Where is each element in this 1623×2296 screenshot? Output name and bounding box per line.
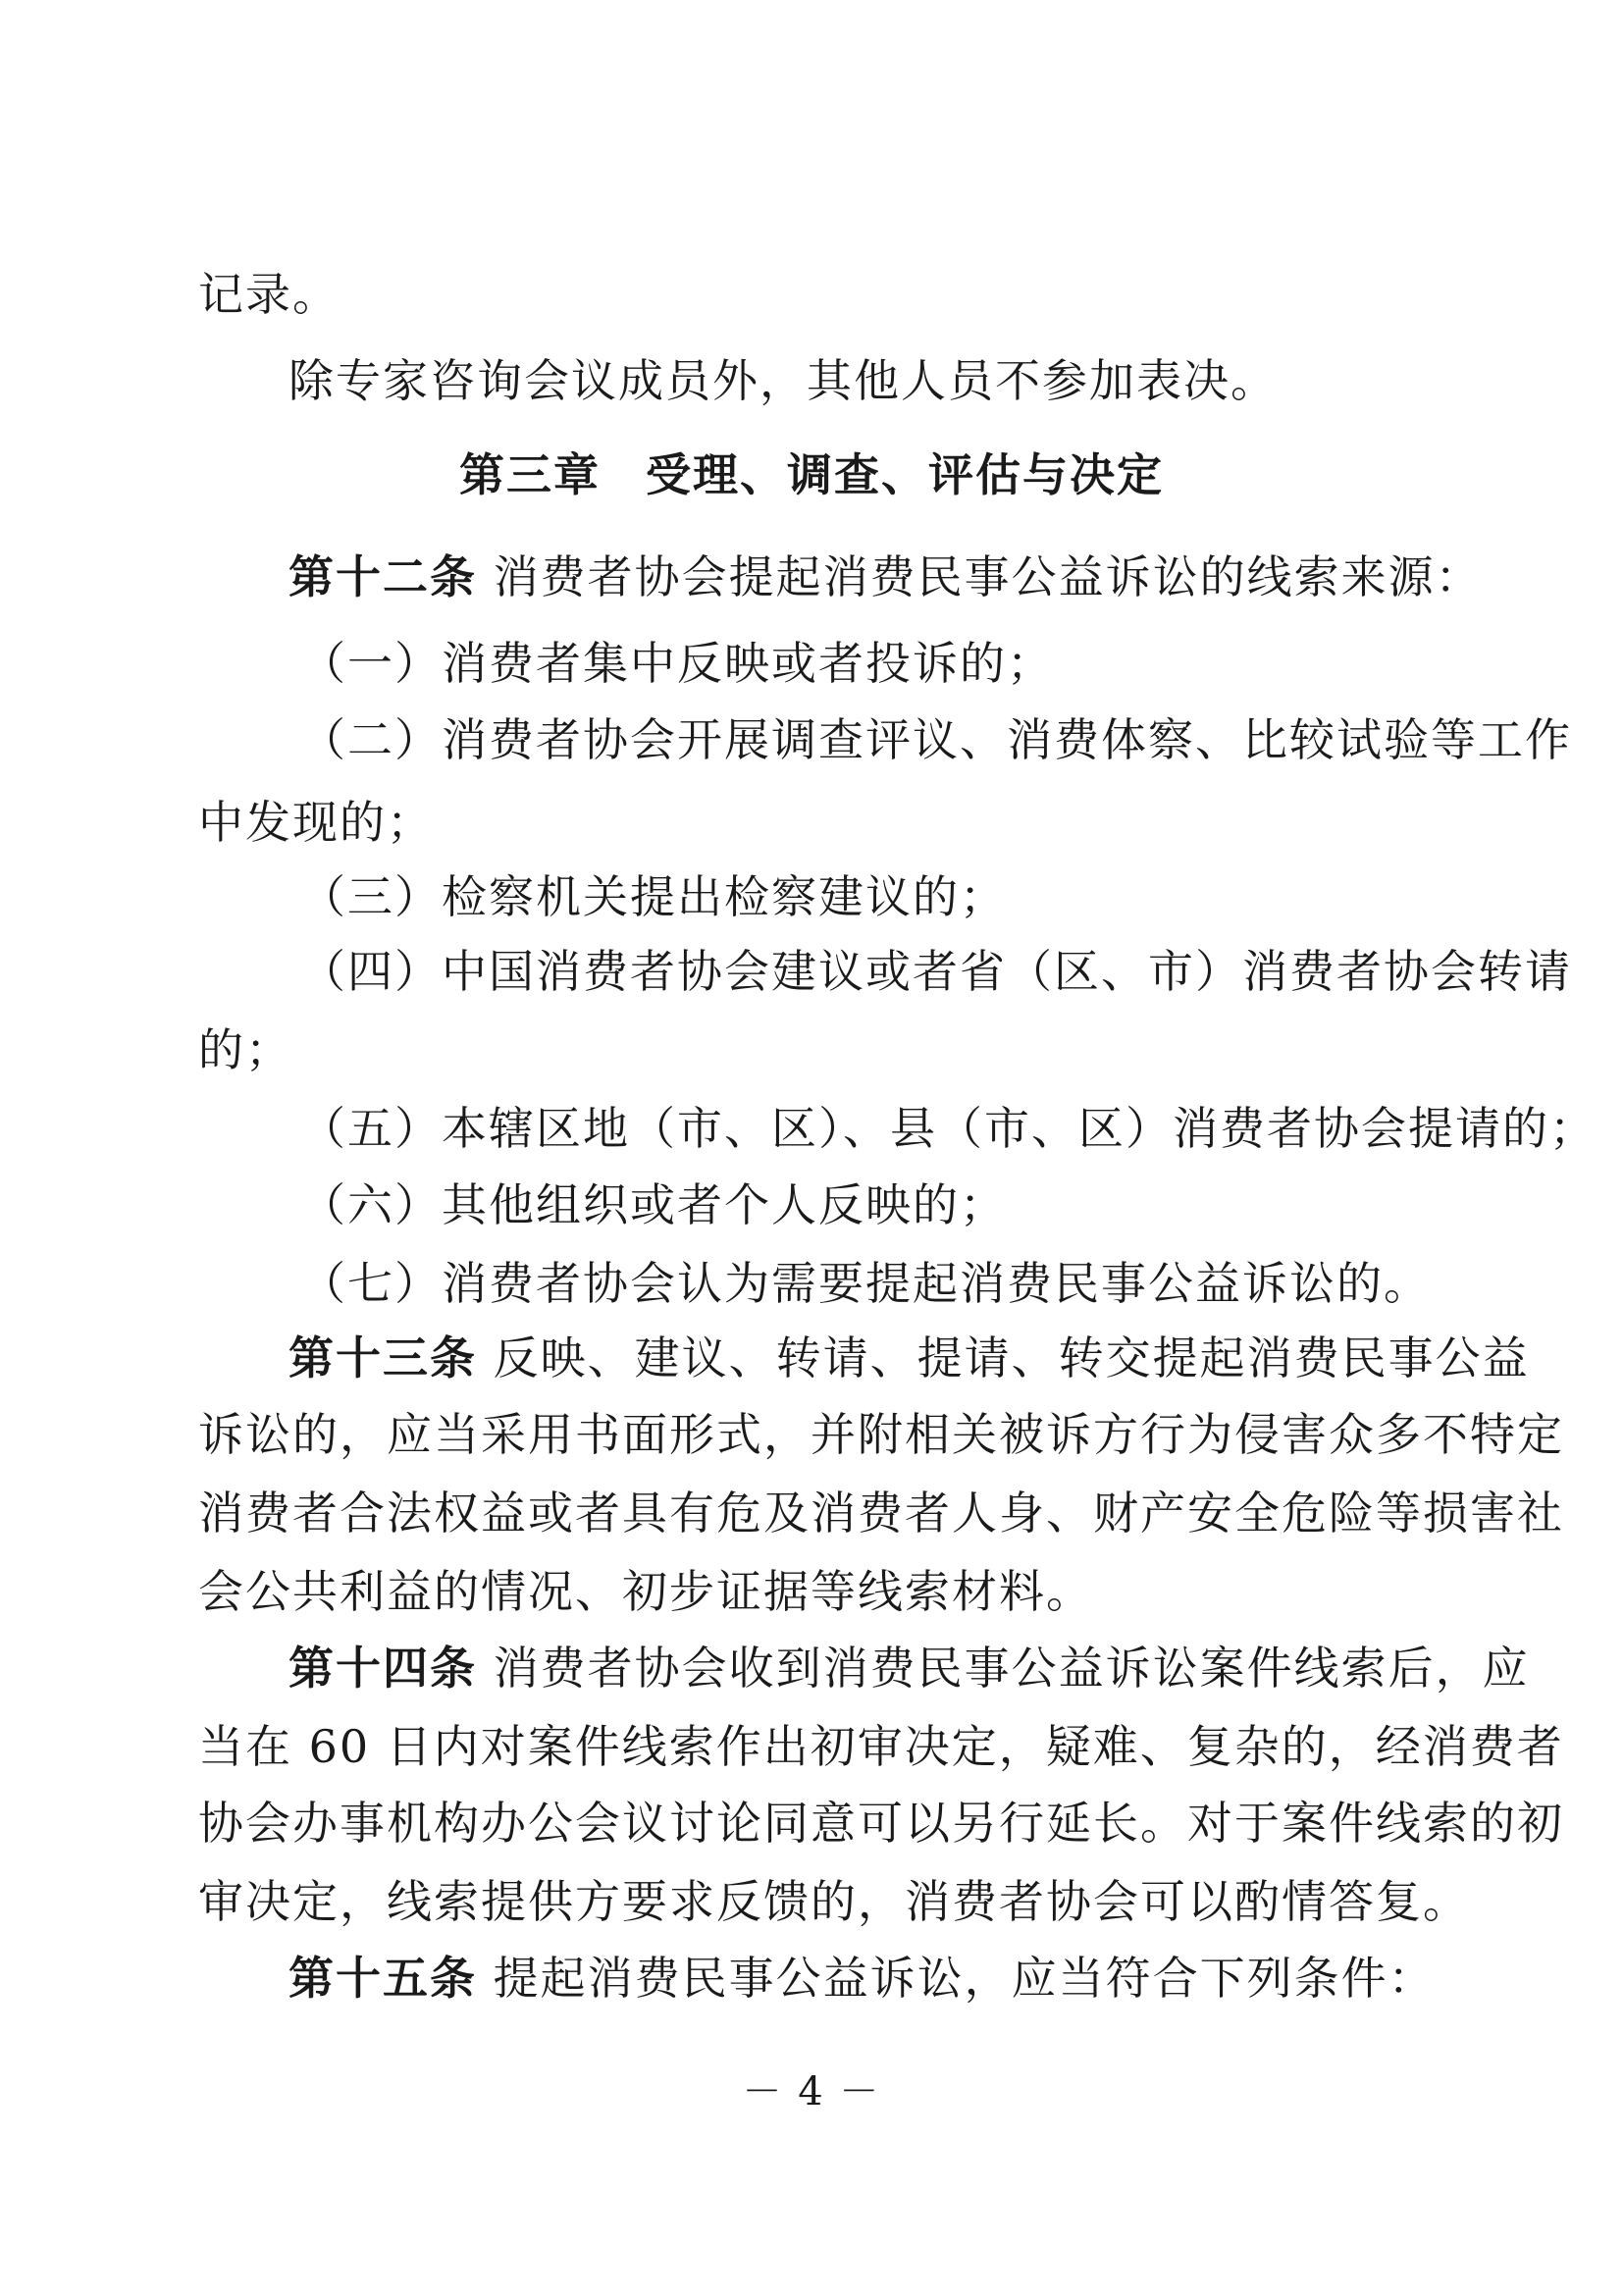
text-line: 消费者合法权益或者具有危及消费者人身、财产安全危险等损害社 bbox=[198, 1487, 1564, 1539]
article-14 bbox=[288, 1637, 1530, 1699]
article-text: 反映、建议、转请、提请、转交提起消费民事公益 bbox=[493, 1331, 1530, 1384]
article-text: 消费者协会提起消费民事公益诉讼的线索来源： bbox=[493, 550, 1483, 603]
chapter-number: 第三章 bbox=[459, 448, 601, 501]
list-item: （六）其他组织或者个人反映的； bbox=[300, 1178, 1007, 1231]
page-number: － 4 － bbox=[742, 2069, 881, 2114]
text-line: 记录。 bbox=[198, 268, 340, 321]
text-line: 当在 60 日内对案件线索作出初审决定，疑难、复杂的，经消费者 bbox=[198, 1720, 1564, 1773]
article-12 bbox=[288, 546, 1483, 608]
text-line: 审决定，线索提供方要求反馈的，消费者协会可以酌情答复。 bbox=[198, 1875, 1470, 1928]
text-line: 的； bbox=[198, 1023, 292, 1076]
article-13 bbox=[288, 1327, 1530, 1389]
article-text: 消费者协会收到消费民事公益诉讼案件线索后，应 bbox=[493, 1642, 1530, 1695]
text-line: 中发现的； bbox=[198, 796, 434, 849]
article-label: 第十二条 bbox=[288, 550, 477, 603]
list-item: （四）中国消费者协会建议或者省（区、市）消费者协会转请 bbox=[300, 945, 1572, 998]
list-item: （二）消费者协会开展调查评议、消费体察、比较试验等工作 bbox=[300, 713, 1572, 766]
article-text: 提起消费民事公益诉讼，应当符合下列条件： bbox=[493, 1952, 1436, 2005]
chapter-title: 受理、调查、评估与决定 bbox=[646, 448, 1164, 501]
text-line: 会公共利益的情况、初步证据等线索材料。 bbox=[198, 1565, 1093, 1618]
list-item: （七）消费者协会认为需要提起消费民事公益诉讼的。 bbox=[300, 1257, 1431, 1310]
list-item: （五）本辖区地（市、区）、县（市、区）消费者协会提请的； bbox=[300, 1102, 1597, 1155]
list-item: （三）检察机关提出检察建议的； bbox=[300, 870, 1007, 923]
text-line: 除专家咨询会议成员外，其他人员不参加表决。 bbox=[288, 354, 1278, 407]
text-line: 诉讼的，应当采用书面形式，并附相关被诉方行为侵害众多不特定 bbox=[198, 1408, 1564, 1461]
chapter-heading bbox=[0, 444, 1623, 506]
article-label: 第十五条 bbox=[288, 1952, 477, 2005]
article-15 bbox=[288, 1947, 1436, 2009]
list-item: （一）消费者集中反映或者投诉的； bbox=[300, 637, 1054, 690]
article-label: 第十三条 bbox=[288, 1331, 477, 1384]
text-line: 协会办事机构办公会议讨论同意可以另行延长。对于案件线索的初 bbox=[198, 1797, 1564, 1850]
article-label: 第十四条 bbox=[288, 1642, 477, 1695]
